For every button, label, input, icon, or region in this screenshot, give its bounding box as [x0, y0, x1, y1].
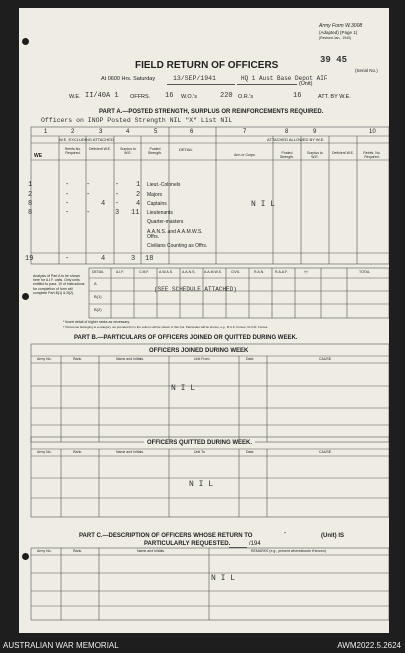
col-number: 2 [71, 129, 75, 135]
part-c-subheading: PARTICULARLY REQUESTED. [144, 541, 231, 547]
analysis-col: A.I.F. [116, 270, 124, 274]
cell-surplus: - [115, 200, 120, 208]
we-excluding-attached: W.E. EXCLUDING ATTACHED [59, 137, 114, 142]
part-c-col: Army No. [37, 549, 52, 553]
quitted-col: CAUSE. [319, 450, 333, 454]
deficient-header: Deficient W.E. [89, 147, 111, 151]
detail-civilians: Civilians Counting as Offrs. [147, 243, 208, 249]
cell-posted: 11 [131, 209, 140, 217]
footnote-personnel: † Personnel belonging to a category not provided for in the column will be shown in this Col. Particulars will be shown, e.g., B.U.K. Forces; Gt N.R. Forces. [63, 325, 269, 329]
cell-we: 8 [28, 209, 33, 217]
part-c-date: /194 [249, 541, 261, 547]
total-deficient: 4 [101, 255, 106, 263]
cell-reinfs: - [65, 181, 70, 189]
joined-col: Name and Initials. [116, 357, 145, 361]
total-surplus: 3 [131, 255, 136, 263]
army-form-number: Army Form W.3008 [319, 23, 363, 29]
analysis-col: C.M.F. [139, 270, 150, 274]
posted2-header: Posted Strength. [279, 151, 295, 159]
cell-surplus: 3 [115, 209, 120, 217]
analysis-row-label: A [94, 281, 97, 286]
we-value: II/40A 1 [85, 92, 119, 100]
we-label: W.E. [69, 94, 81, 100]
part-c-nil: N I L [211, 574, 236, 583]
return-date: 13/SEP/1941 [173, 75, 216, 82]
serial-label: (Serial No.) [355, 68, 378, 73]
col-number: 7 [243, 129, 247, 135]
attached-allowed: ATTACHED ALLOWED BY W.E. [267, 137, 325, 142]
cell-posted: 4 [136, 200, 141, 208]
quitted-col: Rank. [73, 450, 83, 454]
cell-posted: 1 [136, 181, 141, 189]
cell-we: 1 [28, 181, 33, 189]
joined-col: Army No. [37, 357, 52, 361]
form-title: FIELD RETURN OF OFFICERS [135, 60, 279, 71]
total-we: 19 [25, 255, 34, 263]
or-value: 220 [220, 92, 233, 100]
footer-bar [0, 637, 405, 653]
analysis-row-label: B(1) [94, 294, 102, 299]
cell-detail: Lieut.-Colonels [147, 182, 181, 188]
reinfs-header: Reinfs.No. Required. [64, 147, 82, 155]
cell-reinfs: - [65, 200, 70, 208]
part-a-typed-note: Officers on INOP Posted Strength NIL "X" List NIL [41, 117, 233, 124]
col-number: 8 [285, 129, 289, 135]
col-number: 5 [154, 129, 158, 135]
total-posted: 18 [145, 255, 154, 263]
footnote-higher-ranks: * Insert detail of higher ranks as necessary. [63, 320, 130, 324]
attached-nil: N I L [251, 200, 276, 209]
quitted-col: Date. [246, 450, 255, 454]
cell-deficient: - [86, 181, 91, 189]
detail-aans: A.A.N.S. and A.A.M.W.S. Offrs. [147, 229, 203, 240]
surplus2-header: Surplus to W.E. [307, 151, 323, 159]
att-value: 16 [293, 92, 302, 100]
revised-note: (Revised Jan., 1940) [319, 36, 352, 40]
part-b-heading: PART B.—PARTICULARS OF OFFICERS JOINED OR QUITTED DURING WEEK. [74, 335, 298, 341]
surplus-header: Surplus to W.E. [120, 147, 136, 155]
adapted-note: (Adapted) (Page 1) [319, 30, 358, 35]
quitted-title: OFFICERS QUITTED DURING WEEK. [144, 440, 255, 446]
part-c-date-line [229, 547, 247, 548]
footer-institution: AUSTRALIAN WAR MEMORIAL [3, 641, 119, 650]
see-schedule-attached: (SEE SCHEDULE ATTACHED) [154, 286, 237, 293]
wos-label: W.O.'s [181, 94, 198, 100]
arm-header: Arm or Corps. [234, 153, 256, 157]
cell-deficient: 4 [101, 200, 106, 208]
analysis-col: A.W.A.S. [159, 270, 174, 274]
quitted-col: Name and Initials. [116, 450, 145, 454]
col-number: 10 [369, 129, 376, 135]
joined-col: CAUSE. [319, 357, 333, 361]
quitted-nil: N I L [189, 480, 214, 489]
cell-detail: Lieutenants [147, 210, 173, 216]
analysis-col: R.A.A.F. [275, 270, 288, 274]
col-number: 1 [44, 129, 48, 135]
posted-header: Posted Strength. [147, 147, 163, 155]
cell-surplus: - [115, 181, 120, 189]
cell-we: 8 [28, 200, 33, 208]
part-c-unit-dash: - [283, 530, 288, 538]
analysis-col: DETAIL [92, 270, 104, 274]
analysis-col: A.A.N.S. [182, 270, 196, 274]
cell-detail: Captains [147, 201, 167, 207]
col-number: 3 [99, 129, 103, 135]
part-c-col: REMARKS (e.g., present whereabouts if known). [251, 549, 327, 553]
cell-posted: 2 [136, 191, 141, 199]
cell-deficient: - [86, 209, 91, 217]
form-page [19, 8, 389, 633]
part-c-col: Rank. [73, 549, 83, 553]
part-c-col: Name and Initials. [137, 549, 166, 553]
cell-reinfs: - [65, 209, 70, 217]
time-label: At 0600 Hrs. Saturday [101, 76, 156, 82]
joined-col: Unit From. [194, 357, 211, 361]
cell-detail: Majors [147, 192, 163, 198]
part-c-unit-label: (Unit) IS [321, 533, 344, 539]
total-reinfs: - [65, 255, 70, 263]
unit-name: HQ 1 Aust Base Depot AIF [241, 75, 328, 82]
col-number: 4 [126, 129, 130, 135]
ors-label: O.R.'s [238, 94, 254, 100]
analysis-note: Analysis of Part A to be shown here for A.I.F. units. Only units entitled to para. 19 of instructions for completion of form will complete Part B(1) & B(2). [33, 274, 85, 295]
cell-reinfs: - [65, 191, 70, 199]
joined-col: Rank. [73, 357, 83, 361]
serial-number: 39 45 [320, 55, 348, 65]
analysis-col: CIVIL [231, 270, 240, 274]
att-label: ATT. BY W.E. [318, 94, 351, 100]
detail-quartermasters: Quarter-masters [147, 219, 184, 225]
quitted-col: Unit To. [194, 450, 206, 454]
analysis-col: R.A.N. [254, 270, 265, 274]
unit-label: (Unit) [299, 81, 313, 87]
joined-nil: N I L [171, 384, 196, 393]
reinfs2-header: Reinfs. No. Required. [363, 151, 381, 159]
cell-deficient: - [86, 191, 91, 199]
analysis-col: †† [304, 270, 308, 274]
detail-header: DETAIL [179, 147, 193, 152]
offrs-label: OFFRS. [130, 94, 151, 100]
cell-surplus: - [115, 191, 120, 199]
analysis-col: TOTAL [359, 270, 370, 274]
wo-value: 16 [165, 92, 174, 100]
deficient2-header: Deficient W.E. [332, 151, 354, 155]
cell-we: 2 [28, 191, 33, 199]
analysis-col: A.A.M.W.S. [204, 270, 222, 274]
footer-accession: AWM2022.5.2624 [337, 641, 401, 650]
quitted-col: Army No. [37, 450, 52, 454]
col-number: 6 [190, 129, 194, 135]
part-c-heading: PART C.—DESCRIPTION OF OFFICERS WHOSE RETURN TO [79, 533, 253, 539]
joined-col: Date. [246, 357, 255, 361]
part-a-heading: PART A.—POSTED STRENGTH, SURPLUS OR REINFORCEMENTS REQUIRED. [99, 109, 324, 115]
analysis-row-label: B(2) [94, 307, 102, 312]
we-header: WE [34, 153, 43, 159]
col-number: 9 [313, 129, 317, 135]
joined-title: OFFICERS JOINED DURING WEEK [149, 348, 249, 354]
